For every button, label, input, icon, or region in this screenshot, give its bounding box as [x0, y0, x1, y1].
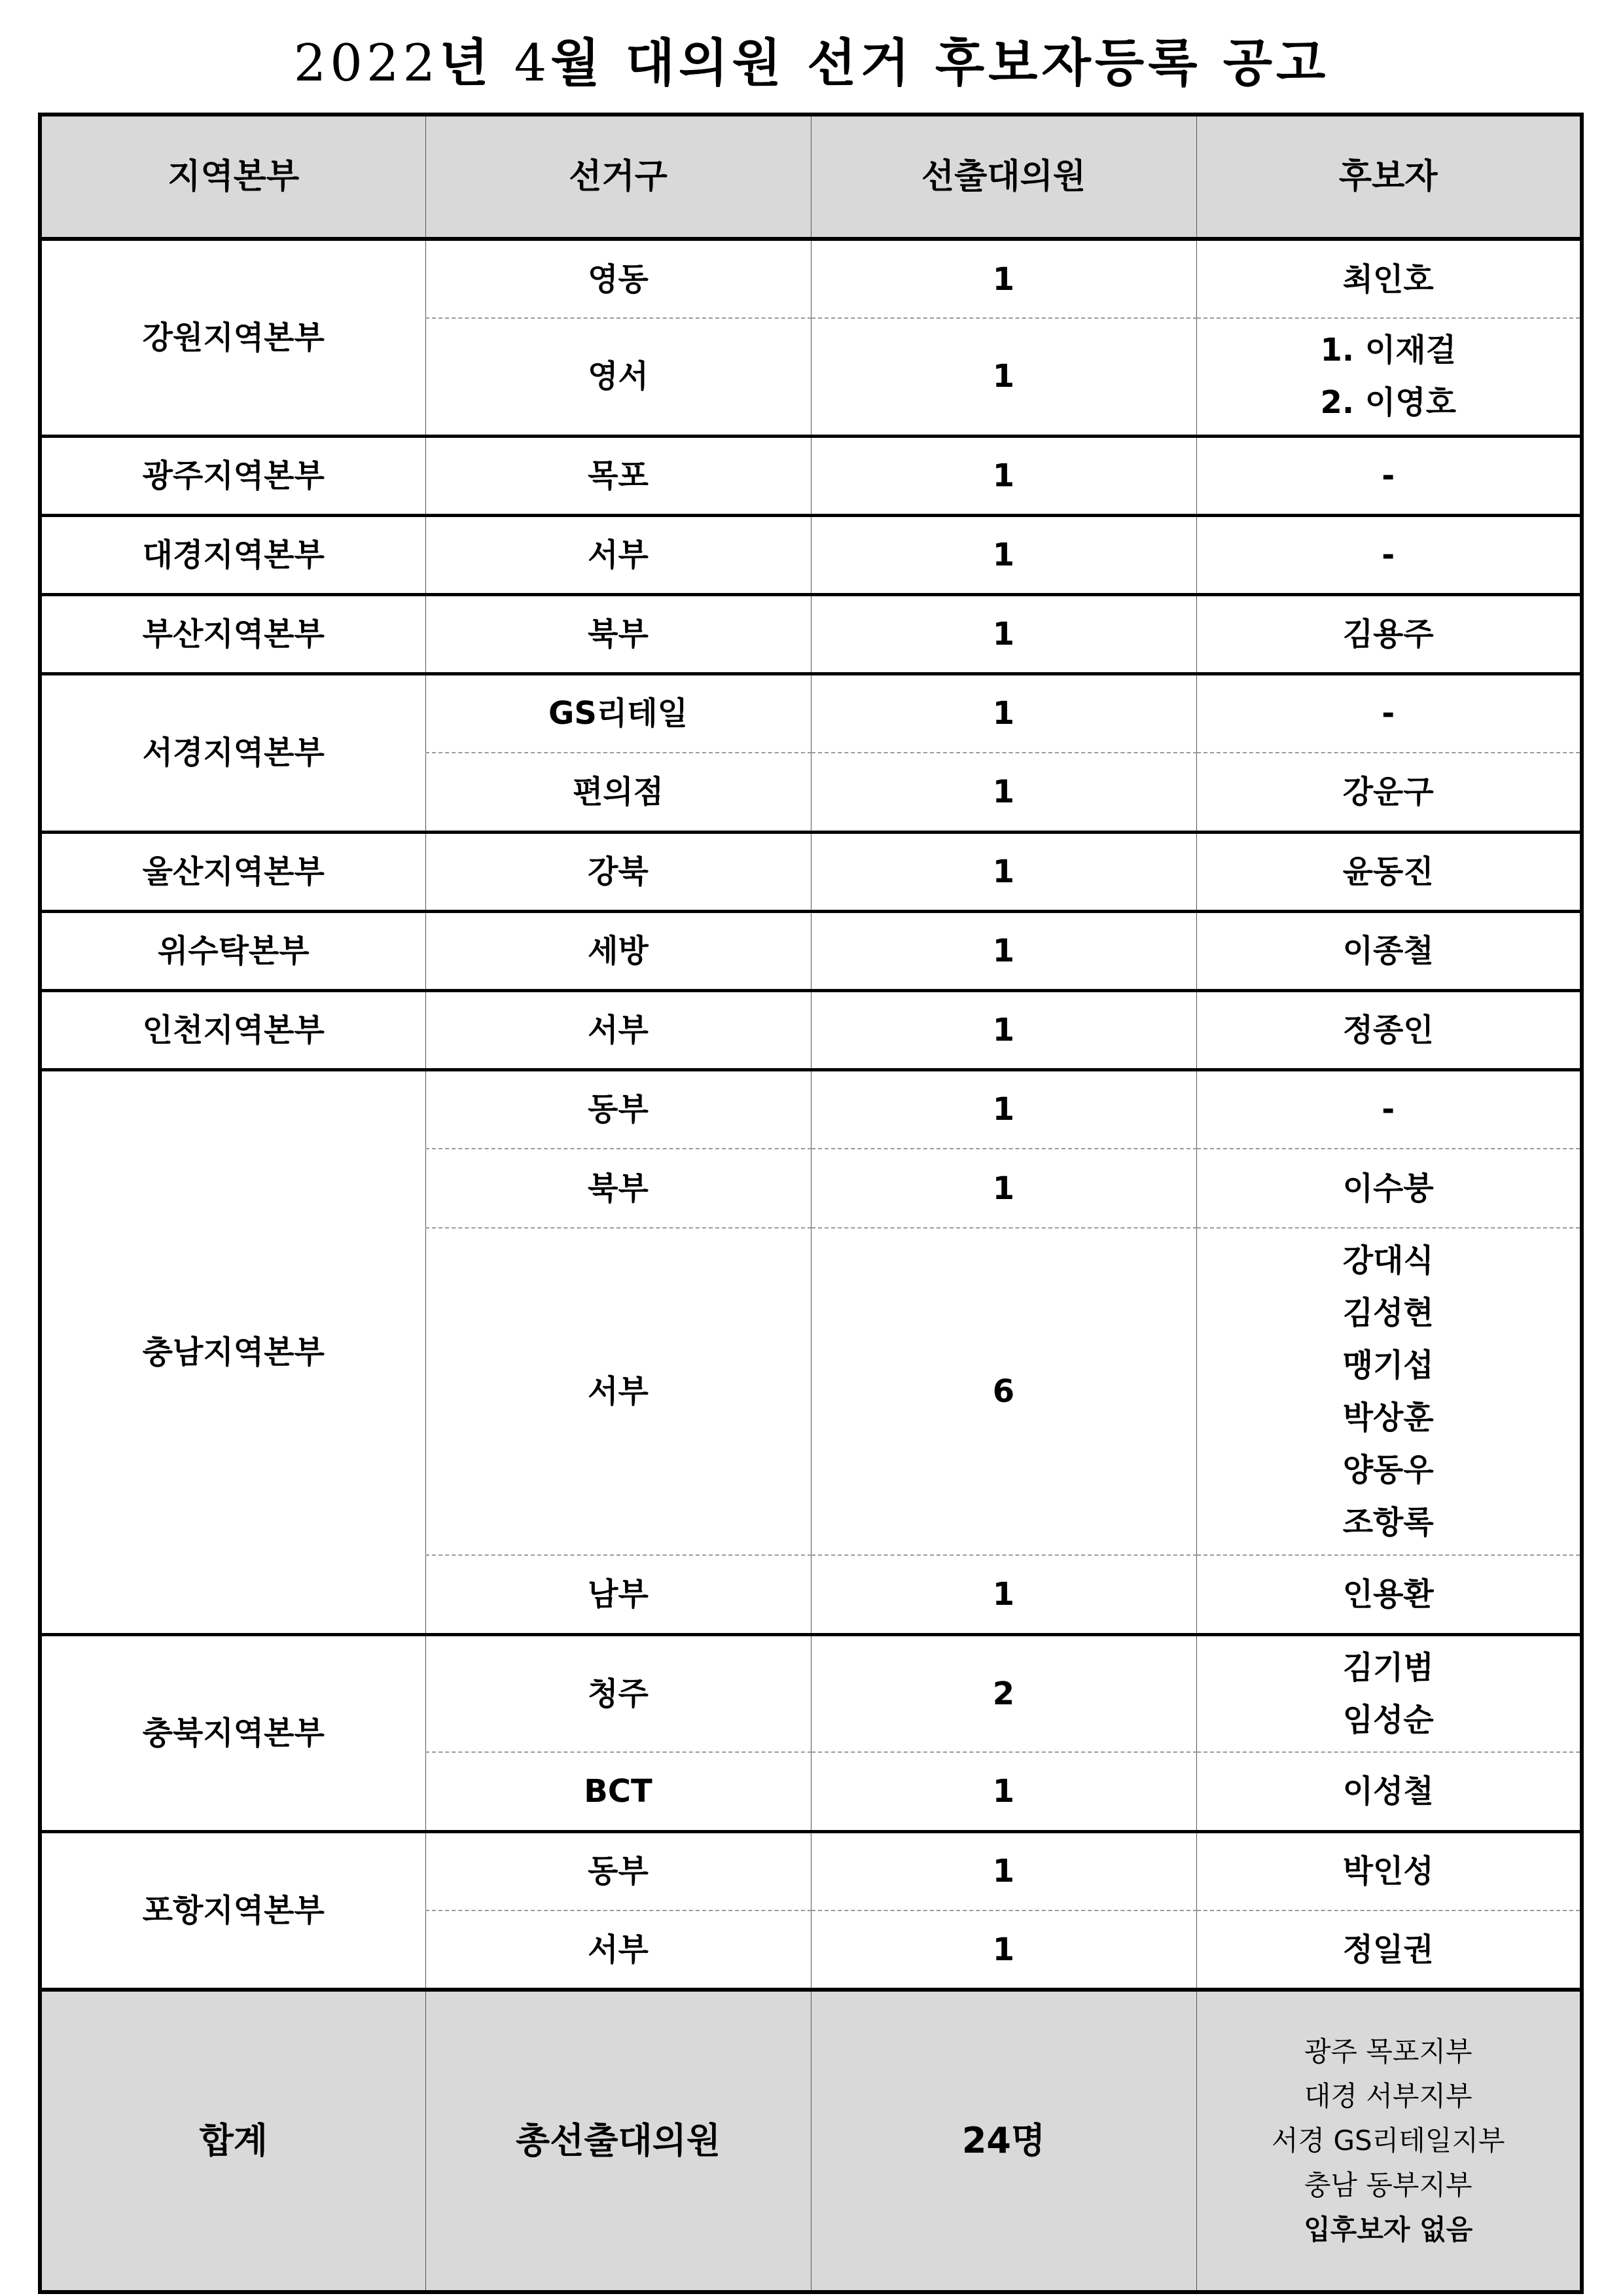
header-district: 선거구 [425, 115, 811, 239]
title-year-suffix: 년 [439, 34, 493, 93]
count-cell: 1 [811, 911, 1196, 990]
candidate-name: - [1382, 1091, 1395, 1128]
table-row [40, 911, 1582, 990]
candidates-cell [1196, 318, 1582, 436]
region-cell: 인천지역본부 [40, 990, 425, 1069]
candidates-cell [1196, 1910, 1582, 1990]
note-line: 광주 목포지부 [1304, 2036, 1472, 2068]
note-line: 대경 서부지부 [1304, 2080, 1472, 2112]
region-cell: 서경지역본부 [40, 673, 425, 832]
count-cell: 1 [811, 239, 1196, 318]
total-notes [1196, 1990, 1582, 2292]
note-line: 서경 GS리테일지부 [1271, 2125, 1505, 2157]
table-row [40, 436, 1582, 515]
candidates-cell [1196, 1634, 1582, 1752]
count-cell: 1 [811, 753, 1196, 832]
district-cell: 청주 [425, 1634, 811, 1752]
district-cell: 영서 [425, 318, 811, 436]
candidates-cell [1196, 1555, 1582, 1634]
candidates-cell [1196, 1831, 1582, 1910]
candidate-name: 이종철 [1342, 932, 1434, 969]
candidate-name: 인용환 [1342, 1575, 1434, 1613]
candidate-name: 박인성 [1342, 1853, 1434, 1890]
count-cell: 1 [811, 1555, 1196, 1634]
header-count: 선출대의원 [811, 115, 1196, 239]
count-cell: 2 [811, 1634, 1196, 1752]
candidate-name: 김기범 [1342, 1649, 1434, 1686]
total-label: 합계 [40, 1990, 425, 2292]
candidates-cell [1196, 436, 1582, 515]
table-header-row [40, 115, 1582, 239]
total-district: 총선출대의원 [425, 1990, 811, 2292]
district-cell: 목포 [425, 436, 811, 515]
table-row [40, 673, 1582, 753]
total-row [40, 1990, 1582, 2292]
district-cell: 동부 [425, 1069, 811, 1149]
candidate-name: 박상훈 [1342, 1399, 1434, 1436]
district-cell: 동부 [425, 1831, 811, 1910]
district-cell: 서부 [425, 990, 811, 1069]
candidate-name: 맹기섭 [1342, 1347, 1434, 1384]
region-cell: 부산지역본부 [40, 594, 425, 673]
candidates-cell [1196, 594, 1582, 673]
candidate-name: 김용주 [1342, 615, 1434, 653]
count-cell: 1 [811, 1149, 1196, 1228]
header-region: 지역본부 [40, 115, 425, 239]
district-cell: 영동 [425, 239, 811, 318]
region-cell: 충남지역본부 [40, 1069, 425, 1634]
count-cell: 1 [811, 318, 1196, 436]
table-row [40, 239, 1582, 318]
district-cell: 남부 [425, 1555, 811, 1634]
title-year: 2022 [293, 34, 440, 93]
district-cell: 편의점 [425, 753, 811, 832]
note-line-strong: 입후보자 없음 [1304, 2214, 1473, 2246]
district-cell: 강북 [425, 832, 811, 911]
candidate-name: 조항록 [1342, 1504, 1434, 1541]
district-cell: 서부 [425, 1910, 811, 1990]
candidate-name: 김성현 [1342, 1295, 1434, 1331]
count-cell: 1 [811, 673, 1196, 753]
district-cell: GS리테일 [425, 673, 811, 753]
candidates-cell [1196, 832, 1582, 911]
count-cell: 6 [811, 1228, 1196, 1555]
count-cell: 1 [811, 594, 1196, 673]
table-row [40, 832, 1582, 911]
total-count: 24명 [811, 1990, 1196, 2292]
table-row [40, 1069, 1582, 1149]
candidate-name: 윤동진 [1342, 853, 1434, 890]
count-cell: 1 [811, 436, 1196, 515]
district-cell: 북부 [425, 1149, 811, 1228]
candidate-name: 강대식 [1342, 1242, 1434, 1279]
count-cell: 1 [811, 832, 1196, 911]
district-cell: 서부 [425, 1228, 811, 1555]
candidate-name: 이성철 [1342, 1772, 1434, 1810]
candidates-cell [1196, 515, 1582, 594]
district-cell: BCT [425, 1752, 811, 1831]
region-cell: 포항지역본부 [40, 1831, 425, 1990]
table-row [40, 594, 1582, 673]
count-cell: 1 [811, 1069, 1196, 1149]
candidates-cell [1196, 1752, 1582, 1831]
candidate-table [38, 113, 1584, 2294]
region-cell: 광주지역본부 [40, 436, 425, 515]
candidates-cell [1196, 1228, 1582, 1555]
header-candidates: 후보자 [1196, 115, 1582, 239]
count-cell: 1 [811, 1752, 1196, 1831]
page-title [0, 27, 1623, 99]
region-cell: 강원지역본부 [40, 239, 425, 436]
count-cell: 1 [811, 1831, 1196, 1910]
candidates-cell [1196, 673, 1582, 753]
candidates-cell [1196, 753, 1582, 832]
table-row [40, 1831, 1582, 1910]
candidate-name: 양동우 [1342, 1452, 1434, 1488]
count-cell: 1 [811, 515, 1196, 594]
table-row [40, 990, 1582, 1069]
count-cell: 1 [811, 990, 1196, 1069]
district-cell: 서부 [425, 515, 811, 594]
candidate-name: - [1382, 695, 1395, 732]
candidate-name: 정일권 [1342, 1931, 1434, 1968]
count-cell: 1 [811, 1910, 1196, 1990]
candidate-name: - [1382, 536, 1395, 573]
title-month: 4 [514, 34, 551, 93]
region-cell: 대경지역본부 [40, 515, 425, 594]
candidate-name: 이수붕 [1342, 1170, 1434, 1207]
district-cell: 북부 [425, 594, 811, 673]
title-text: 대의원 선거 후보자등록 공고 [625, 34, 1330, 93]
candidate-name: 정종인 [1342, 1011, 1434, 1049]
candidate-name: 최인호 [1342, 260, 1434, 298]
region-cell: 충북지역본부 [40, 1634, 425, 1831]
table-body [40, 239, 1582, 1990]
district-cell: 세방 [425, 911, 811, 990]
title-month-suffix: 월 [550, 34, 604, 93]
table-row [40, 1634, 1582, 1752]
region-cell: 울산지역본부 [40, 832, 425, 911]
region-cell: 위수탁본부 [40, 911, 425, 990]
candidates-cell [1196, 990, 1582, 1069]
candidates-cell [1196, 911, 1582, 990]
candidates-cell [1196, 239, 1582, 318]
note-line: 충남 동부지부 [1304, 2169, 1472, 2201]
candidate-name: 임성순 [1342, 1701, 1434, 1738]
candidates-cell [1196, 1149, 1582, 1228]
candidate-name: 1. 이재걸 [1320, 332, 1456, 369]
candidate-name: 강운구 [1342, 773, 1434, 810]
candidates-cell [1196, 1069, 1582, 1149]
candidate-name: - [1382, 457, 1395, 494]
candidate-name: 2. 이영호 [1320, 384, 1456, 422]
table-row [40, 515, 1582, 594]
